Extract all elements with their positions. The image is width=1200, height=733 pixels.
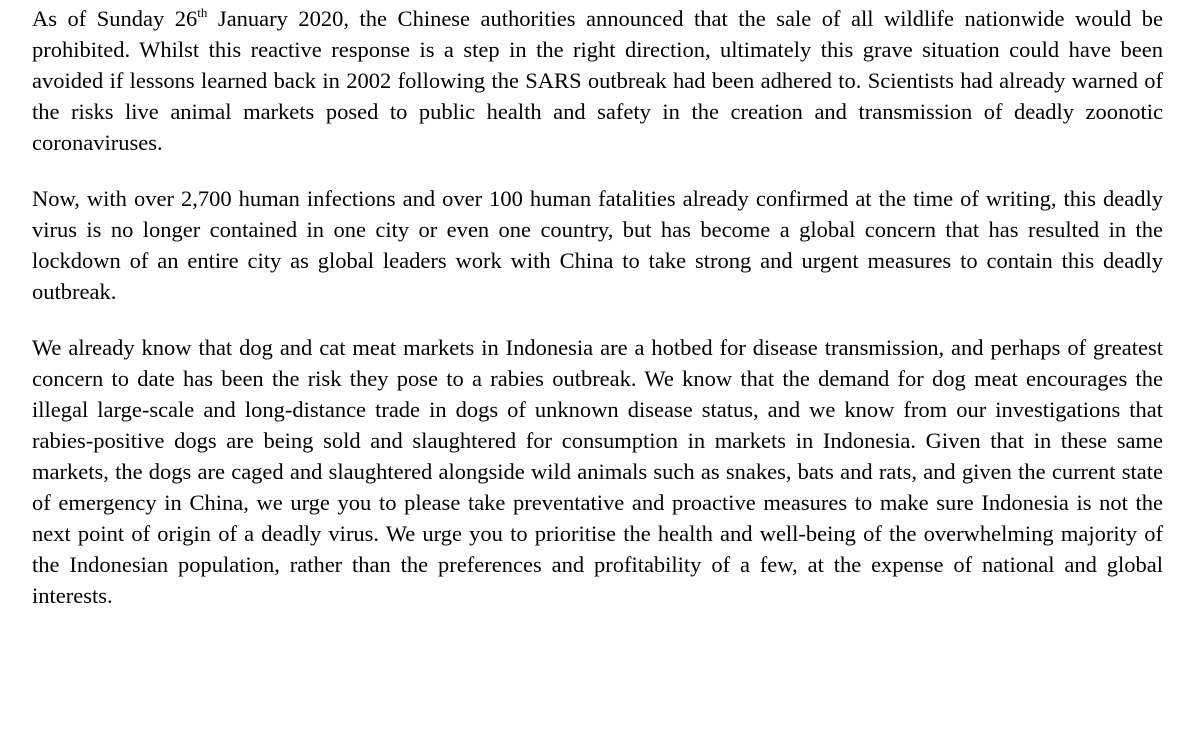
paragraph-1-prefix: As of Sunday 26	[32, 6, 198, 31]
paragraph-outbreak-status: Now, with over 2,700 human infections and over 100 human fatalities already confirmed at the time of writing, this deadly virus is no longer contained in one city or even one country, but has become a global concern that has resulted in the lockdown of an entire city as global leaders work with China to take strong and urgent measures to contain this deadly outbreak.	[32, 186, 1163, 304]
ordinal-suffix: th	[197, 5, 208, 20]
paragraph-wildlife-ban	[32, 3, 1163, 158]
paragraph-indonesia-markets: We already know that dog and cat meat markets in Indonesia are a hotbed for disease transmission, and perhaps of greatest concern to date has been the risk they pose to a rabies outbreak. We know that the demand for dog meat encourages the illegal large-scale and long-distance trade in dogs of unknown disease status, and we know from our investigations that rabies-positive dogs are being sold and slaughtered for consumption in markets in Indonesia. Given that in these same markets, the dogs are caged and slaughtered alongside wild animals such as snakes, bats and rats, and given the current state of emergency in China, we urge you to please take preventative and proactive measures to make sure Indonesia is not the next point of origin of a deadly virus. We urge you to prioritise the health and well-being of the overwhelming majority of the Indonesian population, rather than the preferences and profitability of a few, at the expense of national and global interests.	[32, 335, 1163, 608]
paragraph-1-suffix: January 2020, the Chinese authorities announced that the sale of all wildlife nationwide would be prohibited. Whilst this reactive response is a step in the right direction, ultimately this grave situation could have been avoided if lessons learned back in 2002 following the SARS outbreak had been adhered to. Scientists had already warned of the risks live animal markets posed to public health and safety in the creation and transmission of deadly zoonotic coronaviruses.	[32, 6, 1163, 155]
